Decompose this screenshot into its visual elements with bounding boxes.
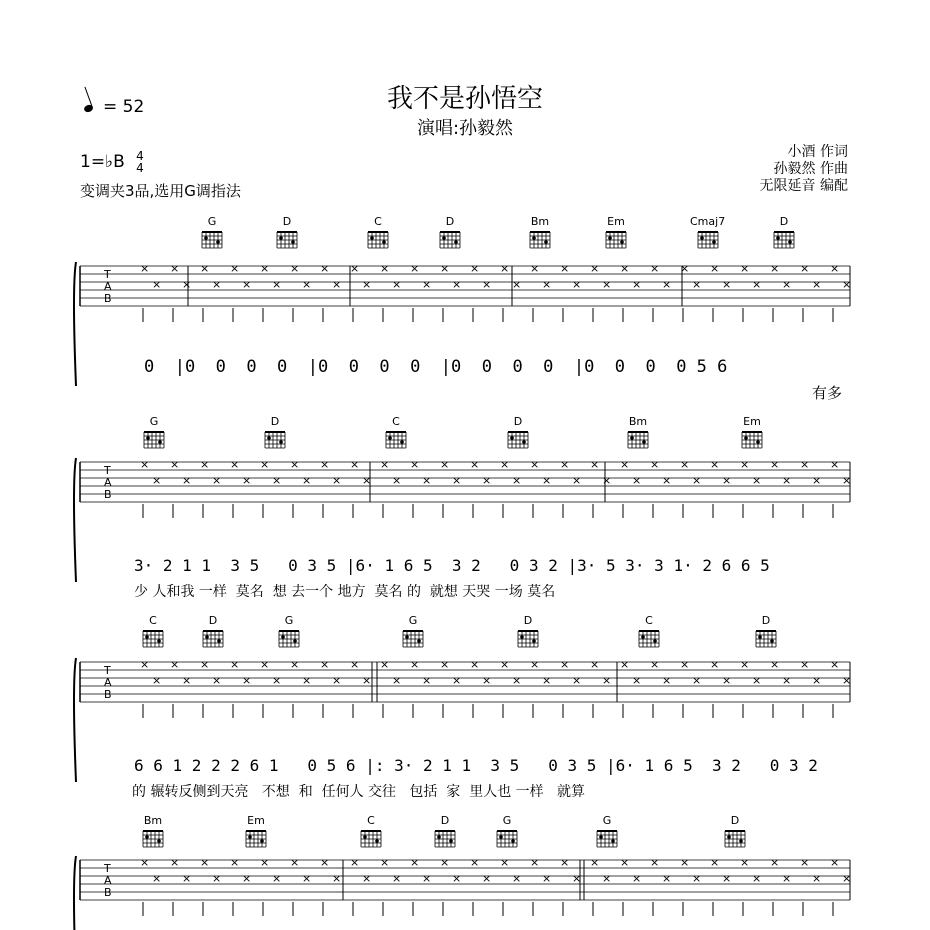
chord-diagram: D xyxy=(722,814,748,849)
svg-text:×: × xyxy=(422,278,432,291)
svg-text:×: × xyxy=(710,856,720,869)
jianpu-line: 3· 2 1 1 3 5 0 3 5 |6· 1 6 5 3 2 0 3 2 |3· 5 3· 3 1· 2 6 6 5 xyxy=(134,556,770,575)
svg-text:×: × xyxy=(290,658,300,671)
svg-text:×: × xyxy=(272,872,282,885)
svg-text:×: × xyxy=(632,674,642,687)
svg-text:×: × xyxy=(800,262,810,275)
svg-text:×: × xyxy=(842,278,852,291)
svg-text:×: × xyxy=(140,458,150,471)
svg-text:×: × xyxy=(692,674,702,687)
svg-text:×: × xyxy=(560,658,570,671)
svg-text:×: × xyxy=(602,278,612,291)
svg-text:×: × xyxy=(392,872,402,885)
svg-text:×: × xyxy=(230,458,240,471)
svg-text:×: × xyxy=(290,856,300,869)
svg-text:×: × xyxy=(410,262,420,275)
svg-text:×: × xyxy=(452,674,462,687)
svg-text:×: × xyxy=(662,278,672,291)
svg-text:×: × xyxy=(632,474,642,487)
svg-text:×: × xyxy=(380,262,390,275)
chord-diagram: C xyxy=(365,215,391,250)
svg-text:×: × xyxy=(440,262,450,275)
svg-text:×: × xyxy=(842,674,852,687)
svg-text:×: × xyxy=(422,674,432,687)
chord-diagram: D xyxy=(753,614,779,649)
svg-text:×: × xyxy=(632,872,642,885)
svg-text:B: B xyxy=(104,886,112,899)
composer-credit: 孙毅然 作曲 xyxy=(773,161,848,177)
svg-text:×: × xyxy=(560,856,570,869)
svg-text:×: × xyxy=(152,278,162,291)
svg-text:×: × xyxy=(302,872,312,885)
svg-text:×: × xyxy=(740,458,750,471)
svg-text:×: × xyxy=(452,474,462,487)
svg-text:×: × xyxy=(782,872,792,885)
chord-diagram: C xyxy=(358,814,384,849)
svg-text:×: × xyxy=(152,872,162,885)
svg-text:×: × xyxy=(212,872,222,885)
svg-text:×: × xyxy=(380,658,390,671)
key-value: 1=♭B xyxy=(80,152,125,172)
svg-text:×: × xyxy=(302,674,312,687)
svg-text:×: × xyxy=(842,872,852,885)
svg-text:×: × xyxy=(650,856,660,869)
svg-text:×: × xyxy=(512,872,522,885)
svg-text:T: T xyxy=(104,464,111,477)
svg-text:×: × xyxy=(200,658,210,671)
svg-text:×: × xyxy=(332,674,342,687)
lyric-line: 少 人和我 一样 莫名 想 去一个 地方 莫名 的 就想 天哭 一场 莫名 xyxy=(134,584,556,600)
chord-diagram: Bm xyxy=(527,215,553,250)
svg-text:×: × xyxy=(140,262,150,275)
svg-text:×: × xyxy=(410,856,420,869)
svg-text:×: × xyxy=(260,658,270,671)
svg-text:×: × xyxy=(512,278,522,291)
svg-text:×: × xyxy=(710,458,720,471)
time-sig-bottom: 4 xyxy=(136,161,144,175)
svg-text:×: × xyxy=(710,658,720,671)
svg-text:×: × xyxy=(182,674,192,687)
svg-text:×: × xyxy=(542,278,552,291)
svg-text:×: × xyxy=(740,658,750,671)
svg-text:A: A xyxy=(104,874,112,887)
svg-text:×: × xyxy=(560,262,570,275)
lyric-line: 有多 xyxy=(812,384,843,402)
tempo-value: = 52 xyxy=(103,97,145,117)
svg-text:×: × xyxy=(242,674,252,687)
chord-diagram: D xyxy=(262,415,288,450)
svg-text:×: × xyxy=(800,658,810,671)
chord-diagram: C xyxy=(140,614,166,649)
svg-text:×: × xyxy=(482,278,492,291)
svg-text:×: × xyxy=(590,658,600,671)
svg-text:×: × xyxy=(440,458,450,471)
svg-text:×: × xyxy=(350,262,360,275)
chord-diagram: D xyxy=(432,814,458,849)
svg-text:B: B xyxy=(104,688,112,701)
svg-text:×: × xyxy=(812,674,822,687)
svg-text:T: T xyxy=(104,862,111,875)
chord-diagram: D xyxy=(771,215,797,250)
svg-text:×: × xyxy=(440,856,450,869)
svg-text:×: × xyxy=(572,278,582,291)
svg-text:×: × xyxy=(392,474,402,487)
svg-text:×: × xyxy=(242,872,252,885)
svg-text:×: × xyxy=(170,856,180,869)
svg-text:×: × xyxy=(800,458,810,471)
svg-text:A: A xyxy=(104,280,112,293)
svg-text:×: × xyxy=(170,458,180,471)
svg-text:×: × xyxy=(140,856,150,869)
svg-text:×: × xyxy=(242,278,252,291)
svg-text:×: × xyxy=(662,474,672,487)
svg-text:×: × xyxy=(770,458,780,471)
svg-text:×: × xyxy=(260,262,270,275)
svg-text:×: × xyxy=(320,658,330,671)
svg-text:×: × xyxy=(410,658,420,671)
svg-text:×: × xyxy=(392,278,402,291)
lyricist-credit: 小酒 作词 xyxy=(787,144,848,160)
svg-text:×: × xyxy=(830,658,840,671)
svg-text:×: × xyxy=(842,474,852,487)
svg-text:×: × xyxy=(770,856,780,869)
chord-diagram: G xyxy=(199,215,225,250)
svg-text:×: × xyxy=(740,856,750,869)
svg-text:×: × xyxy=(272,278,282,291)
svg-text:×: × xyxy=(182,278,192,291)
svg-text:×: × xyxy=(620,658,630,671)
svg-text:T: T xyxy=(104,664,111,677)
svg-text:×: × xyxy=(290,262,300,275)
svg-text:×: × xyxy=(830,262,840,275)
svg-text:×: × xyxy=(542,872,552,885)
svg-text:×: × xyxy=(692,872,702,885)
chord-diagram: G xyxy=(594,814,620,849)
svg-text:×: × xyxy=(500,856,510,869)
svg-text:×: × xyxy=(332,872,342,885)
svg-text:A: A xyxy=(104,476,112,489)
svg-text:×: × xyxy=(710,262,720,275)
svg-text:×: × xyxy=(602,872,612,885)
svg-text:×: × xyxy=(692,474,702,487)
svg-text:×: × xyxy=(200,458,210,471)
chord-diagram: G xyxy=(400,614,426,649)
svg-text:×: × xyxy=(170,658,180,671)
svg-text:×: × xyxy=(470,458,480,471)
svg-text:×: × xyxy=(392,674,402,687)
time-sig-top: 4 xyxy=(136,149,144,163)
svg-text:×: × xyxy=(230,262,240,275)
svg-text:×: × xyxy=(722,474,732,487)
svg-text:×: × xyxy=(470,658,480,671)
svg-text:×: × xyxy=(452,278,462,291)
svg-text:B: B xyxy=(104,292,112,305)
svg-text:×: × xyxy=(812,278,822,291)
chord-diagram: Bm xyxy=(140,814,166,849)
svg-text:×: × xyxy=(332,278,342,291)
svg-text:×: × xyxy=(800,856,810,869)
svg-text:×: × xyxy=(662,872,672,885)
svg-text:×: × xyxy=(620,458,630,471)
svg-text:×: × xyxy=(680,458,690,471)
chord-diagram: D xyxy=(505,415,531,450)
svg-text:×: × xyxy=(680,262,690,275)
svg-text:A: A xyxy=(104,676,112,689)
svg-text:×: × xyxy=(380,856,390,869)
svg-text:×: × xyxy=(560,458,570,471)
chord-diagram: D xyxy=(274,215,300,250)
svg-text:×: × xyxy=(830,856,840,869)
svg-text:×: × xyxy=(542,474,552,487)
svg-text:×: × xyxy=(320,856,330,869)
chord-diagram: G xyxy=(276,614,302,649)
svg-text:×: × xyxy=(272,474,282,487)
chord-diagram: C xyxy=(636,614,662,649)
svg-text:×: × xyxy=(212,474,222,487)
svg-text:×: × xyxy=(752,474,762,487)
svg-text:×: × xyxy=(830,458,840,471)
svg-text:×: × xyxy=(212,674,222,687)
svg-text:×: × xyxy=(590,262,600,275)
svg-text:×: × xyxy=(470,856,480,869)
svg-text:×: × xyxy=(650,658,660,671)
svg-text:×: × xyxy=(200,262,210,275)
svg-text:×: × xyxy=(782,278,792,291)
svg-text:×: × xyxy=(650,458,660,471)
chord-diagram: Em xyxy=(243,814,269,849)
svg-text:×: × xyxy=(260,458,270,471)
svg-text:×: × xyxy=(140,658,150,671)
svg-text:×: × xyxy=(302,278,312,291)
svg-text:×: × xyxy=(152,674,162,687)
chord-diagram: C xyxy=(383,415,409,450)
svg-text:×: × xyxy=(632,278,642,291)
svg-text:×: × xyxy=(590,458,600,471)
svg-text:×: × xyxy=(422,872,432,885)
svg-text:×: × xyxy=(530,856,540,869)
chord-diagram: Em xyxy=(739,415,765,450)
svg-text:×: × xyxy=(362,278,372,291)
svg-text:×: × xyxy=(350,458,360,471)
svg-text:×: × xyxy=(530,658,540,671)
svg-text:×: × xyxy=(170,262,180,275)
svg-text:×: × xyxy=(620,262,630,275)
svg-text:×: × xyxy=(440,658,450,671)
svg-text:×: × xyxy=(482,474,492,487)
svg-text:×: × xyxy=(752,278,762,291)
chord-diagram: G xyxy=(494,814,520,849)
svg-text:×: × xyxy=(572,674,582,687)
svg-text:×: × xyxy=(230,856,240,869)
svg-text:×: × xyxy=(590,856,600,869)
svg-text:×: × xyxy=(722,674,732,687)
jianpu-line: 0 |0 0 0 0 |0 0 0 0 |0 0 0 0 |0 0 0 0 5 6 xyxy=(144,357,728,377)
svg-text:×: × xyxy=(320,458,330,471)
chord-diagram: D xyxy=(515,614,541,649)
jianpu-line: 6 6 1 2 2 2 6 1 0 5 6 |: 3· 2 1 1 3 5 0 3 5 |6· 1 6 5 3 2 0 3 2 xyxy=(134,756,818,775)
svg-text:×: × xyxy=(572,474,582,487)
svg-text:×: × xyxy=(722,872,732,885)
svg-text:×: × xyxy=(380,458,390,471)
svg-text:×: × xyxy=(422,474,432,487)
svg-text:×: × xyxy=(482,674,492,687)
svg-text:×: × xyxy=(272,674,282,687)
svg-text:×: × xyxy=(242,474,252,487)
chord-diagram: Em xyxy=(603,215,629,250)
chord-diagram: Bm xyxy=(625,415,651,450)
svg-text:×: × xyxy=(182,872,192,885)
svg-text:×: × xyxy=(572,872,582,885)
svg-text:×: × xyxy=(362,872,372,885)
svg-text:×: × xyxy=(350,658,360,671)
svg-text:×: × xyxy=(200,856,210,869)
svg-text:×: × xyxy=(500,262,510,275)
svg-text:B: B xyxy=(104,488,112,501)
svg-text:×: × xyxy=(782,474,792,487)
svg-text:×: × xyxy=(512,674,522,687)
svg-text:×: × xyxy=(602,474,612,487)
svg-text:×: × xyxy=(212,278,222,291)
svg-text:×: × xyxy=(752,872,762,885)
song-title: 我不是孙悟空 xyxy=(386,84,543,114)
chord-diagram: D xyxy=(437,215,463,250)
svg-text:×: × xyxy=(812,872,822,885)
lyric-line: 的 辗转反侧到天亮 不想 和 任何人 交往 包括 家 里人也 一样 就算 xyxy=(132,784,586,800)
svg-text:×: × xyxy=(512,474,522,487)
svg-text:×: × xyxy=(782,674,792,687)
svg-text:×: × xyxy=(362,674,372,687)
svg-text:×: × xyxy=(530,458,540,471)
svg-text:×: × xyxy=(470,262,480,275)
svg-text:×: × xyxy=(500,458,510,471)
svg-text:×: × xyxy=(680,856,690,869)
svg-text:×: × xyxy=(650,262,660,275)
svg-text:×: × xyxy=(662,674,672,687)
svg-text:×: × xyxy=(530,262,540,275)
svg-text:×: × xyxy=(152,474,162,487)
chord-diagram: D xyxy=(200,614,226,649)
svg-text:×: × xyxy=(542,674,552,687)
svg-text:×: × xyxy=(230,658,240,671)
svg-text:×: × xyxy=(770,658,780,671)
svg-text:×: × xyxy=(482,872,492,885)
chord-diagram: Cmaj7 xyxy=(690,215,725,250)
svg-text:×: × xyxy=(182,474,192,487)
svg-text:×: × xyxy=(812,474,822,487)
svg-text:×: × xyxy=(680,658,690,671)
svg-text:×: × xyxy=(290,458,300,471)
svg-text:×: × xyxy=(752,674,762,687)
svg-text:×: × xyxy=(410,458,420,471)
arranger-credit: 无限延音 编配 xyxy=(759,178,848,194)
svg-text:×: × xyxy=(452,872,462,885)
svg-text:×: × xyxy=(602,674,612,687)
svg-text:×: × xyxy=(362,474,372,487)
svg-text:×: × xyxy=(740,262,750,275)
svg-text:×: × xyxy=(320,262,330,275)
svg-text:×: × xyxy=(332,474,342,487)
singer-credit: 演唱:孙毅然 xyxy=(416,118,514,139)
svg-text:×: × xyxy=(770,262,780,275)
svg-text:×: × xyxy=(500,658,510,671)
svg-text:×: × xyxy=(722,278,732,291)
chord-diagram: G xyxy=(141,415,167,450)
svg-text:×: × xyxy=(302,474,312,487)
svg-text:×: × xyxy=(260,856,270,869)
svg-text:T: T xyxy=(104,268,111,281)
svg-text:×: × xyxy=(692,278,702,291)
capo-note: 变调夹3品,选用G调指法 xyxy=(80,182,241,200)
svg-text:×: × xyxy=(350,856,360,869)
svg-text:×: × xyxy=(620,856,630,869)
